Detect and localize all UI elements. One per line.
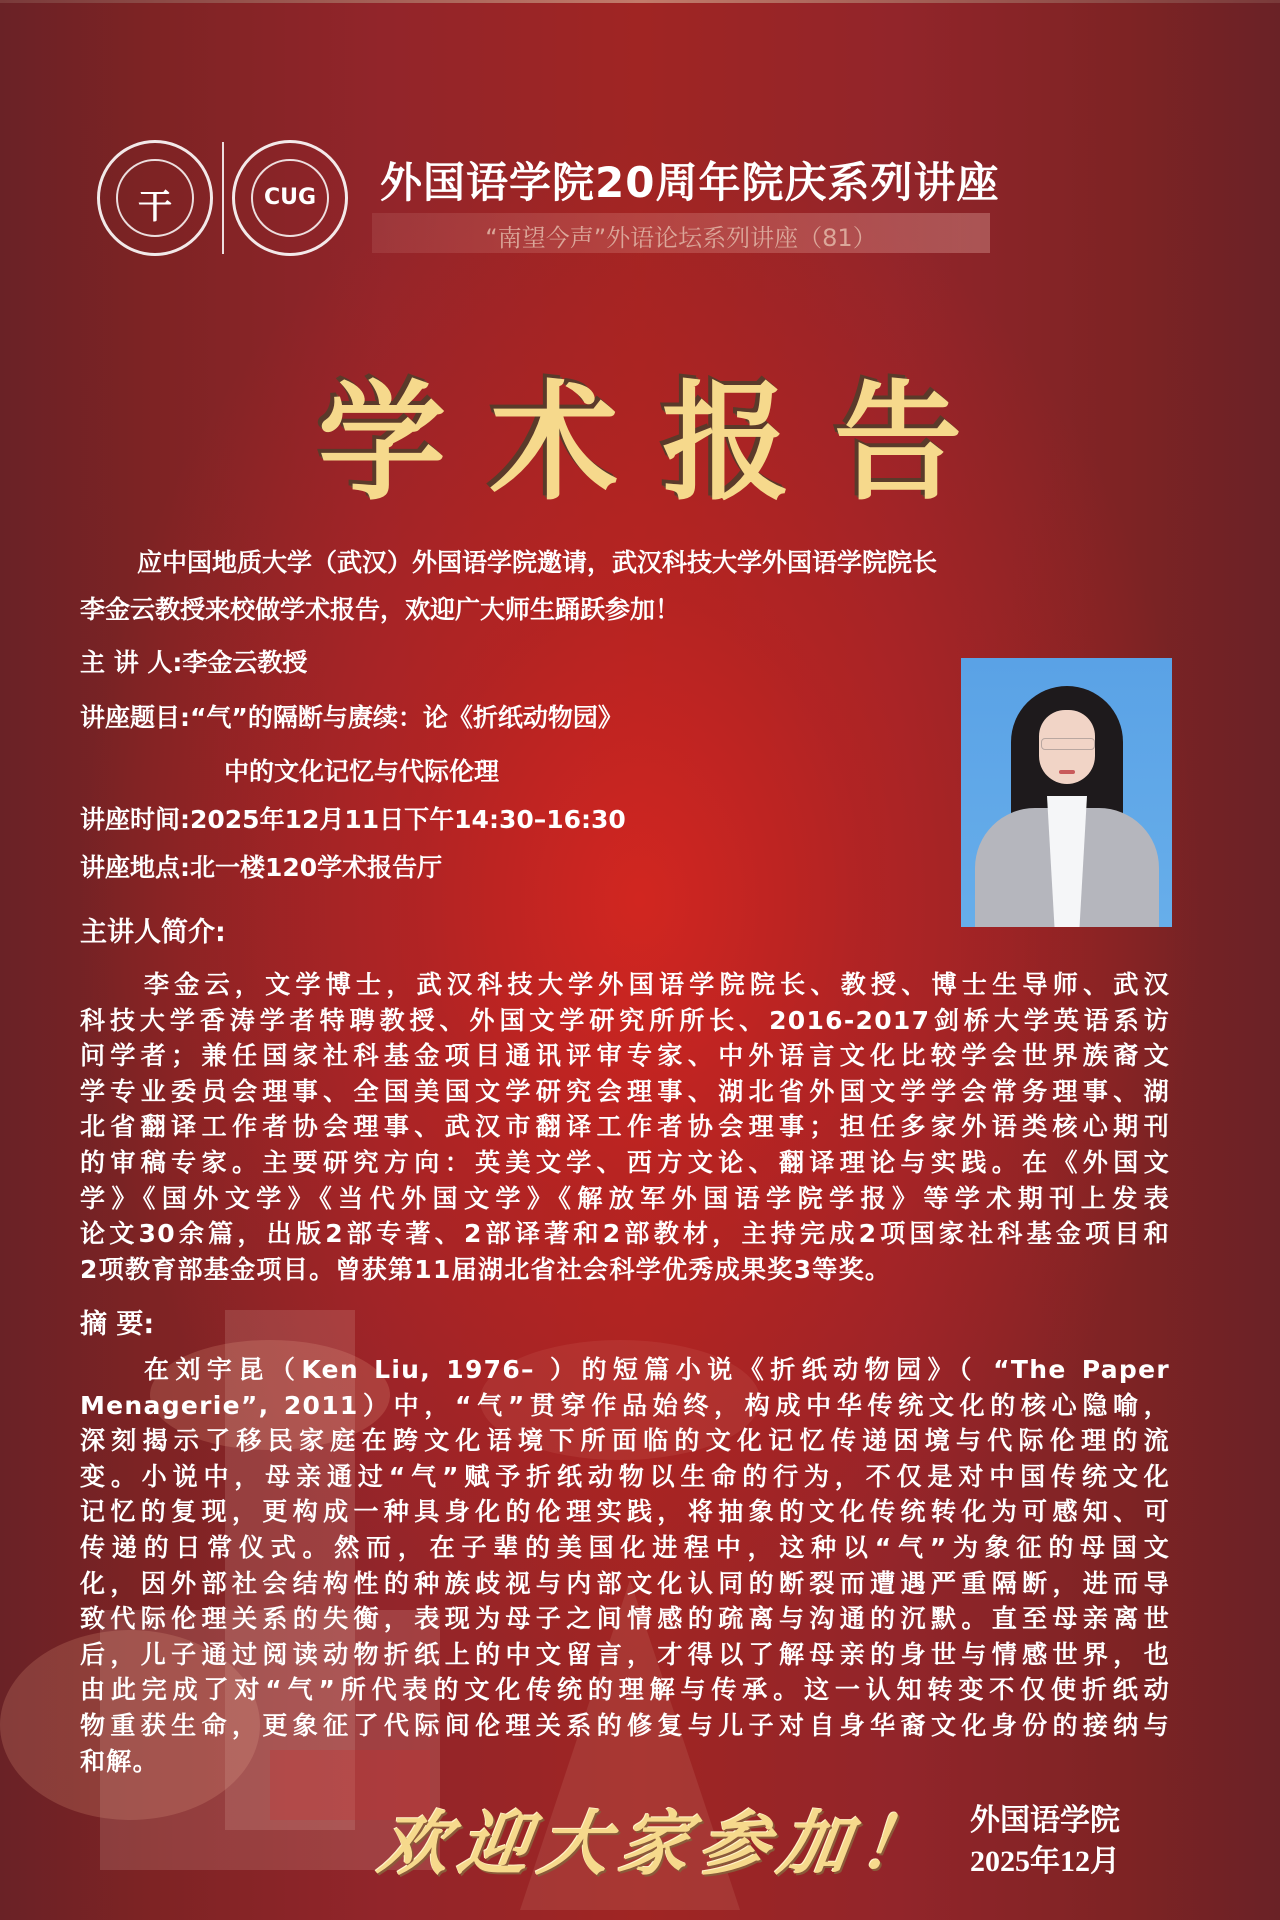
abstract-line: 由此完成了对“气”所代表的文化传统的理解与传承。这一认知转变不仅使折纸动 <box>80 1675 1170 1705</box>
organizer: 外国语学院 <box>970 1803 1120 1838</box>
cug-university-logo <box>97 140 213 256</box>
bio-heading: 主讲人简介: <box>80 917 226 948</box>
bio-line: 学专业委员会理事、全国美国文学研究会理事、湖北省外国文学学会常务理事、湖 <box>80 1076 1170 1106</box>
topic-row: 讲座题目:“气”的隔断与赓续：论《折纸动物园》 <box>80 703 623 732</box>
abstract-line: 记忆的复现，更构成一种具身化的伦理实践，将抽象的文化传统转化为可感知、可 <box>80 1497 1170 1527</box>
abstract-line: 物重获生命，更象征了代际间伦理关系的修复与儿子对自身华裔文化身份的接纳与 <box>80 1710 1170 1740</box>
location-row: 讲座地点:北一楼120学术报告厅 <box>80 853 443 882</box>
abstract-line: 和解。 <box>80 1746 159 1776</box>
intro-line-2: 李金云教授来校做学术报告，欢迎广大师生踊跃参加！ <box>80 595 681 624</box>
abstract-line: 变。小说中，母亲通过“气”赋予折纸动物以生命的行为，不仅是对中国传统文化 <box>80 1461 1170 1491</box>
abstract-paragraph <box>80 1352 1170 1779</box>
bio-line: 问学者；兼任国家社科基金项目通讯评审专家、中外语言文化比较学会世界族裔文 <box>80 1041 1170 1071</box>
bio-line: 论文30余篇，出版2部专著、2部译著和2部教材，主持完成2项国家社科基金项目和 <box>80 1219 1170 1249</box>
welcome-slogan: 欢迎大家参加！ <box>373 1802 946 1885</box>
abstract-line: 在刘宇昆（Ken Liu, 1976– ）的短篇小说《折纸动物园》（ “The Paper <box>144 1355 1170 1384</box>
abstract-line: 深刻揭示了移民家庭在跨文化语境下所面临的文化记忆传递困境与代际伦理的流 <box>80 1426 1170 1456</box>
forum-subtitle-band <box>372 213 990 253</box>
foreign-languages-school-logo <box>232 140 348 256</box>
bio-line: 2项教育部基金项目。曾获第11届湖北省社会科学优秀成果奖3等奖。 <box>80 1254 892 1284</box>
abstract-line: 致代际伦理关系的失衡，表现为母子之间情感的疏离与沟通的沉默。直至母亲离世 <box>80 1604 1170 1634</box>
bio-line: 科技大学香涛学者特聘教授、外国文学研究所所长、2016-2017剑桥大学英语系访 <box>80 1005 1170 1035</box>
forum-subtitle: “南望今声”外语论坛系列讲座（81） <box>485 224 877 252</box>
main-title: 学术报告 <box>317 369 1006 518</box>
abstract-line: Menagerie”, 2011）中，“气”贯穿作品始终，构成中华传统文化的核心隐喻， <box>80 1390 1170 1420</box>
intro-line-1: 应中国地质大学（武汉）外国语学院邀请，武汉科技大学外国语学院院长 <box>137 548 938 577</box>
topic-row-continued: 中的文化记忆与代际伦理 <box>224 757 500 786</box>
bio-line: 李金云，文学博士，武汉科技大学外国语学院院长、教授、博士生导师、武汉 <box>144 970 1170 999</box>
abstract-line: 后，儿子通过阅读动物折纸上的中文留言，才得以了解母亲的身世与情感世界，也 <box>80 1639 1170 1669</box>
bio-line: 北省翻译工作者协会理事、武汉市翻译工作者协会理事；担任多家外语类核心期刊 <box>80 1112 1170 1142</box>
bio-line: 学》《国外文学》《当代外国文学》《解放军外国语学院学报》等学术期刊上发表 <box>80 1183 1170 1213</box>
logo-glyph: CUG <box>263 185 317 210</box>
abstract-heading: 摘 要: <box>80 1309 155 1340</box>
bio-line: 的审稿专家。主要研究方向：英美文学、西方文论、翻译理论与实践。在《外国文 <box>80 1147 1170 1177</box>
issue-date: 2025年12月 <box>970 1845 1120 1878</box>
time-row: 讲座时间:2025年12月11日下午14:30–16:30 <box>80 805 626 834</box>
abstract-line: 化，因外部社会结构性的种族歧视与内部文化认同的断裂而遭遇严重隔断，进而导 <box>80 1568 1170 1598</box>
series-title: 外国语学院20周年院庆系列讲座 <box>380 158 1000 207</box>
speaker-row: 主 讲 人:李金云教授 <box>80 648 308 677</box>
abstract-line: 传递的日常仪式。然而，在子辈的美国化进程中，这种以“气”为象征的母国文 <box>80 1532 1170 1562</box>
logo-glyph: 干 <box>138 187 172 227</box>
bio-paragraph <box>80 967 1170 1287</box>
speaker-photo <box>961 658 1172 927</box>
top-edge-line <box>0 0 1280 3</box>
logo-divider <box>222 142 224 254</box>
